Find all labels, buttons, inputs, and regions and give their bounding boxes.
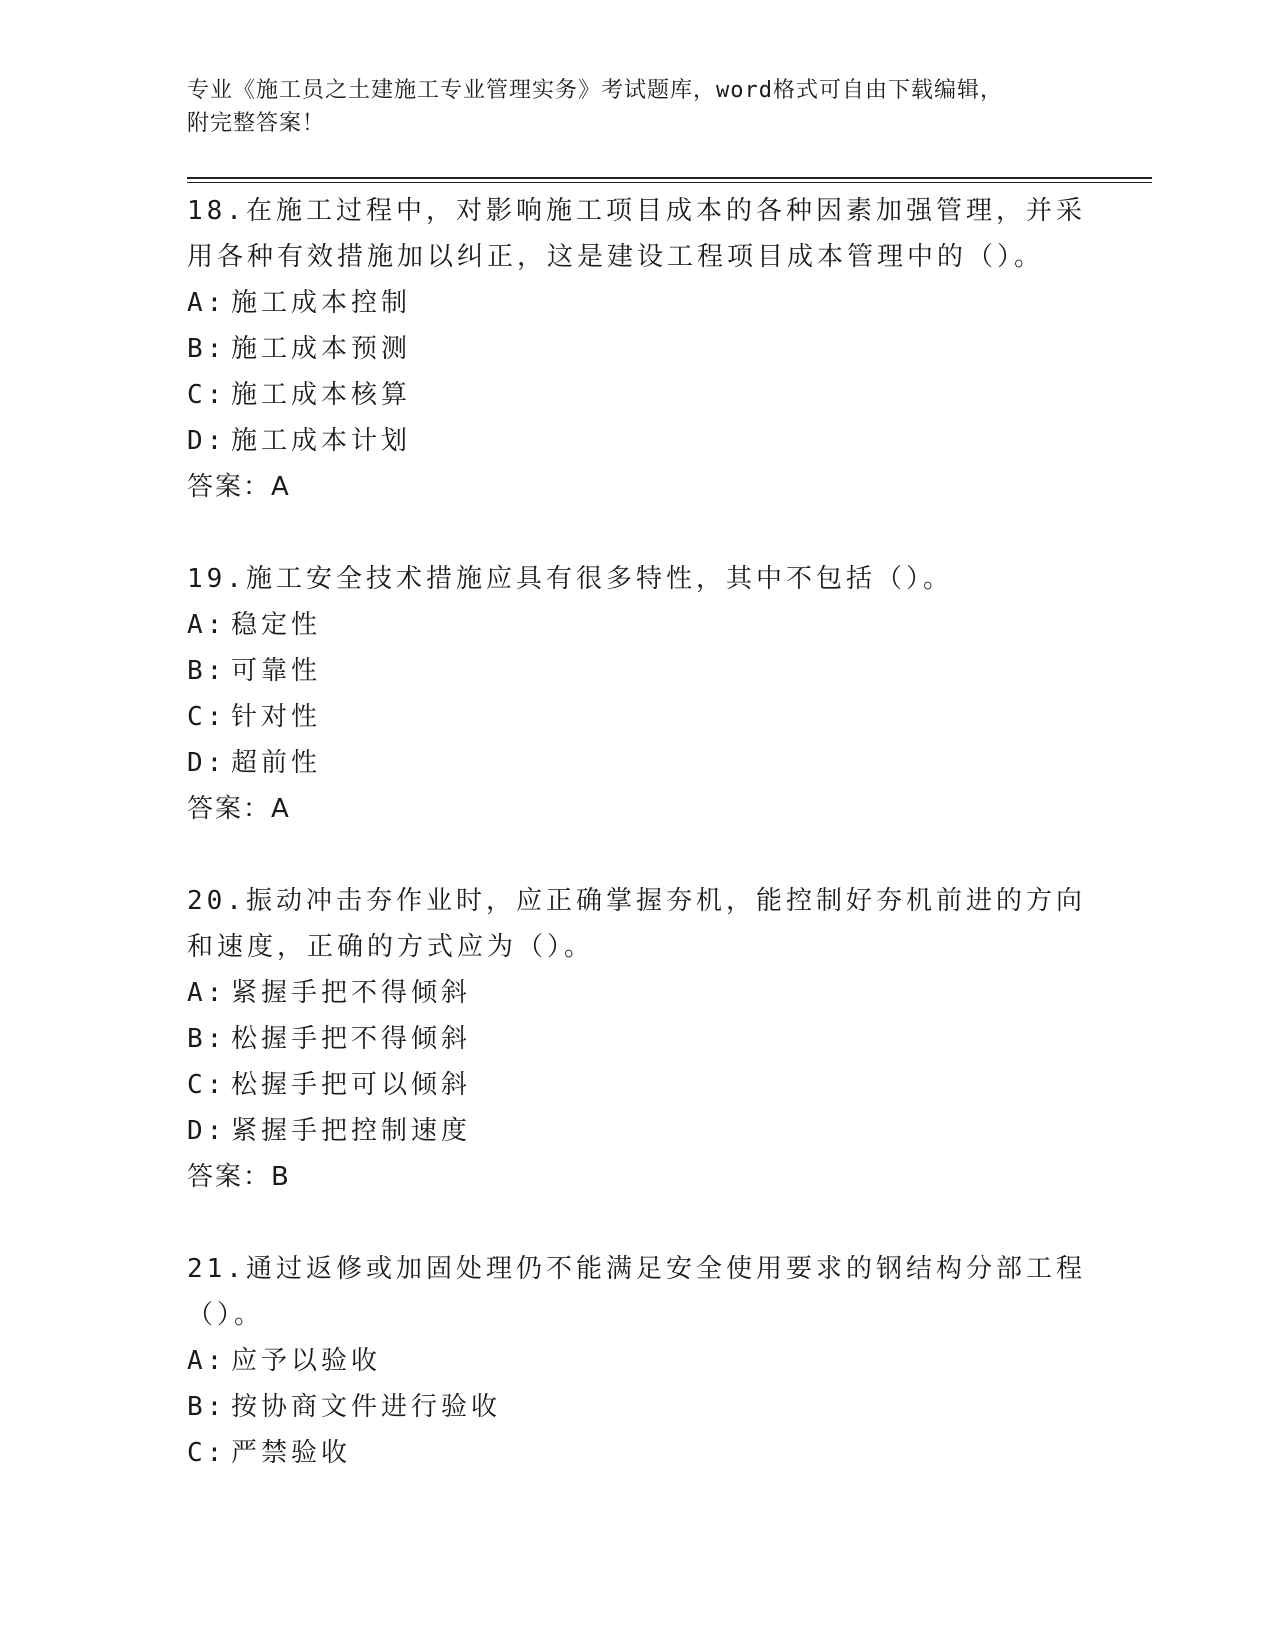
question-body: 在施工过程中，对影响施工项目成本的各种因素加强管理，并采用各种有效措施加以纠正，这是建设工程项目成本管理中的（）。 bbox=[187, 196, 1086, 272]
answer-line bbox=[187, 1154, 1087, 1200]
option-letter: D: bbox=[187, 426, 227, 456]
question-text bbox=[187, 556, 1087, 602]
option-letter: C: bbox=[187, 380, 227, 410]
option-letter: B: bbox=[187, 1024, 227, 1054]
option-b bbox=[187, 1384, 1087, 1430]
question-19 bbox=[187, 556, 1087, 832]
question-text bbox=[187, 878, 1087, 970]
option-b bbox=[187, 648, 1087, 694]
option-letter: C: bbox=[187, 1438, 227, 1468]
option-text: 松握手把不得倾斜 bbox=[231, 1024, 472, 1054]
option-c bbox=[187, 1430, 1087, 1476]
answer-line bbox=[187, 786, 1087, 832]
option-text: 稳定性 bbox=[231, 610, 322, 640]
question-number: 19. bbox=[187, 564, 246, 594]
option-letter: A: bbox=[187, 978, 227, 1008]
option-letter: A: bbox=[187, 1346, 227, 1376]
option-text: 紧握手把不得倾斜 bbox=[231, 978, 472, 1008]
document-header bbox=[187, 74, 1067, 140]
header-line-2: 附完整答案！ bbox=[187, 111, 326, 136]
option-a bbox=[187, 602, 1087, 648]
option-c bbox=[187, 1062, 1087, 1108]
option-text: 超前性 bbox=[231, 748, 322, 778]
answer-label: 答案： bbox=[187, 472, 272, 502]
option-text: 严禁验收 bbox=[231, 1438, 352, 1468]
option-text: 应予以验收 bbox=[231, 1346, 382, 1376]
option-letter: A: bbox=[187, 288, 227, 318]
option-a bbox=[187, 280, 1087, 326]
option-text: 可靠性 bbox=[231, 656, 322, 686]
question-number: 18. bbox=[187, 196, 246, 226]
option-text: 施工成本核算 bbox=[231, 380, 412, 410]
option-b bbox=[187, 1016, 1087, 1062]
question-text bbox=[187, 188, 1087, 280]
question-list bbox=[187, 188, 1087, 1522]
option-text: 施工成本预测 bbox=[231, 334, 412, 364]
option-text: 施工成本计划 bbox=[231, 426, 412, 456]
question-18 bbox=[187, 188, 1087, 510]
option-letter: C: bbox=[187, 1070, 227, 1100]
option-text: 松握手把可以倾斜 bbox=[231, 1070, 472, 1100]
question-number: 21. bbox=[187, 1254, 246, 1284]
answer-label: 答案： bbox=[187, 1162, 272, 1192]
option-a bbox=[187, 970, 1087, 1016]
answer-value: B bbox=[271, 1162, 291, 1192]
option-d bbox=[187, 1108, 1087, 1154]
option-c bbox=[187, 694, 1087, 740]
answer-label: 答案： bbox=[187, 794, 272, 824]
option-letter: D: bbox=[187, 748, 227, 778]
question-body: 通过返修或加固处理仍不能满足安全使用要求的钢结构分部工程（）。 bbox=[187, 1254, 1086, 1330]
option-text: 针对性 bbox=[231, 702, 322, 732]
option-letter: C: bbox=[187, 702, 227, 732]
question-20 bbox=[187, 878, 1087, 1200]
option-letter: B: bbox=[187, 334, 227, 364]
answer-value: A bbox=[271, 472, 291, 502]
answer-value: A bbox=[271, 794, 291, 824]
option-letter: B: bbox=[187, 1392, 227, 1422]
option-letter: B: bbox=[187, 656, 227, 686]
question-number: 20. bbox=[187, 886, 246, 916]
option-letter: D: bbox=[187, 1116, 227, 1146]
option-text: 施工成本控制 bbox=[231, 288, 412, 318]
option-a bbox=[187, 1338, 1087, 1384]
option-text: 按协商文件进行验收 bbox=[231, 1392, 502, 1422]
option-d bbox=[187, 418, 1087, 464]
question-body: 振动冲击夯作业时，应正确掌握夯机，能控制好夯机前进的方向和速度，正确的方式应为（）。 bbox=[187, 886, 1086, 962]
question-text bbox=[187, 1246, 1087, 1338]
option-c bbox=[187, 372, 1087, 418]
question-body: 施工安全技术措施应具有很多特性，其中不包括（）。 bbox=[245, 564, 953, 594]
answer-line bbox=[187, 464, 1087, 510]
option-b bbox=[187, 326, 1087, 372]
option-d bbox=[187, 740, 1087, 786]
option-letter: A: bbox=[187, 610, 227, 640]
header-divider-thin bbox=[187, 182, 1152, 183]
header-divider-thick bbox=[187, 177, 1152, 179]
question-21 bbox=[187, 1246, 1087, 1476]
option-text: 紧握手把控制速度 bbox=[231, 1116, 472, 1146]
header-line-1: 专业《施工员之土建施工专业管理实务》考试题库，word格式可自由下载编辑， bbox=[187, 78, 1003, 103]
